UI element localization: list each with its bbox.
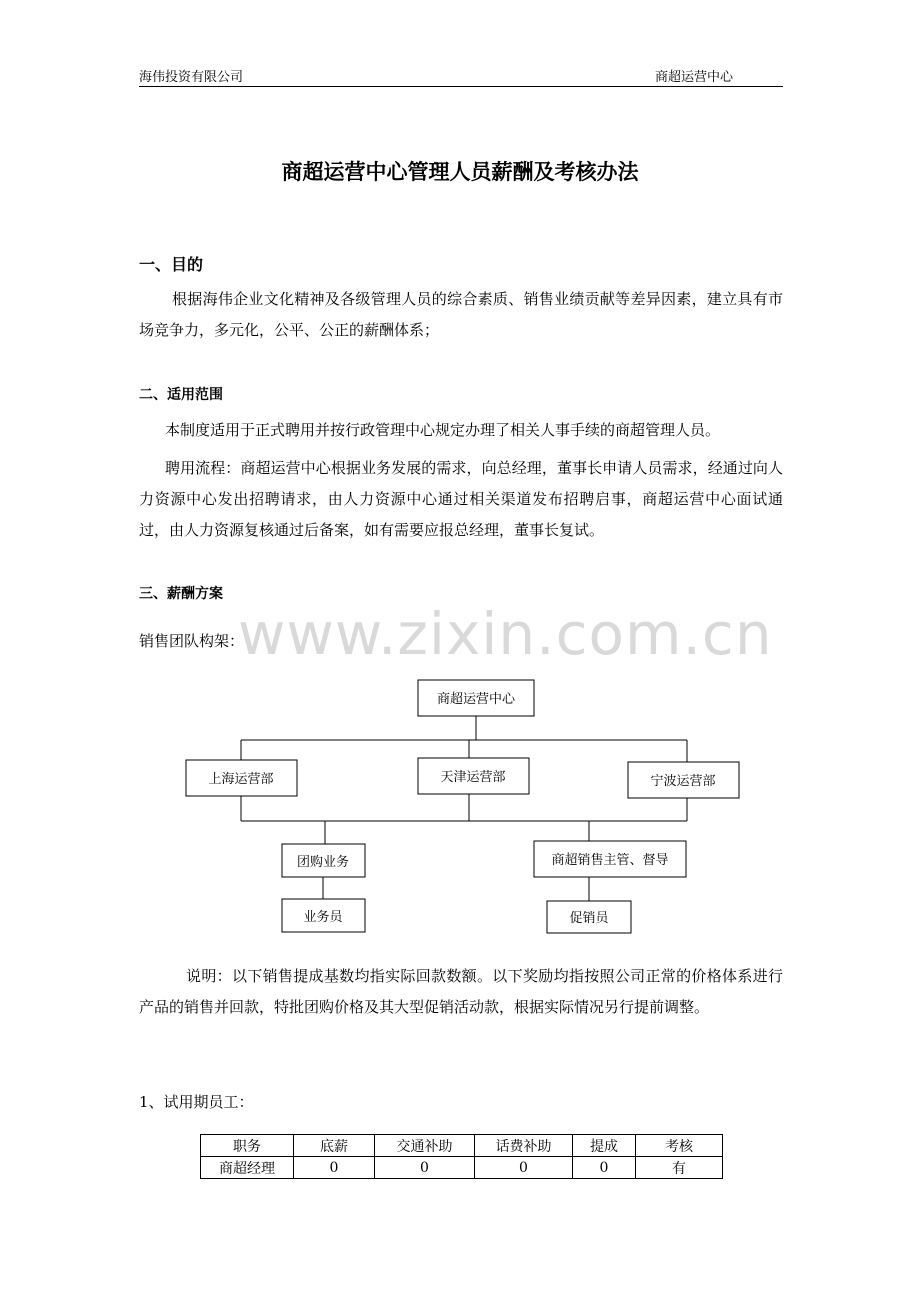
org-branch-label: 宁波运营部 [650, 774, 716, 789]
section-purpose-text: 根据海伟企业文化精神及各级管理人员的综合素质、销售业绩贡献等差异因素，建立具有市场竞争力，多元化，公平、公正的薪酬体系； [139, 290, 783, 339]
table-header-cell: 交通补助 [375, 1135, 475, 1157]
org-node-root [418, 680, 534, 716]
org-node-salesman [282, 899, 365, 932]
salary-note: 说明：以下销售提成基数均指实际回款数额。以下奖励均指按照公司正常的价格体系进行产品的销售并回款，特批团购价格及其大型促销活动款，根据实际情况另行提前调整。 [139, 967, 783, 1016]
table-header-cell: 提成 [573, 1135, 636, 1157]
org-branch-label: 上海运营部 [208, 772, 274, 787]
table-cell: 0 [573, 1157, 636, 1179]
org-node-ningbo [628, 762, 739, 798]
section-scope-heading: 二、适用范围 [139, 387, 223, 403]
table-cell: 0 [475, 1157, 573, 1179]
section-scope-process: 聘用流程：商超运营中心根据业务发展的需求，向总经理，董事长申请人员需求，经通过向人力资源中心发出招聘请求，由人力资源中心通过相关渠道发布招聘启事，商超运营中心面试通过，由人力资源复核通过后备案，如有需要应报总经理，董事长复试。 [139, 459, 783, 539]
table-row [201, 1157, 723, 1179]
team-structure-label: 销售团队构架： [139, 632, 245, 650]
table-header-cell: 底薪 [294, 1135, 375, 1157]
table-header-cell: 考核 [636, 1135, 723, 1157]
table-header-row [201, 1135, 723, 1157]
section-scope-text: 本制度适用于正式聘用并按行政管理中心规定办理了相关人事手续的商超管理人员。 [165, 421, 721, 439]
probation-salary-table [200, 1134, 723, 1179]
section-salary-heading: 三、薪酬方案 [139, 586, 223, 602]
org-group-label: 团购业务 [296, 855, 350, 870]
header-company: 海伟投资有限公司 [139, 70, 244, 85]
org-root-label: 商超运营中心 [436, 692, 516, 707]
org-node-shanghai [186, 760, 297, 796]
table-cell: 0 [375, 1157, 475, 1179]
org-staff-label: 促销员 [569, 911, 609, 926]
org-node-promoter [547, 901, 631, 933]
page-title: 商超运营中心管理人员薪酬及考核办法 [281, 160, 639, 184]
table-cell: 0 [294, 1157, 375, 1179]
header-department: 商超运营中心 [655, 70, 734, 85]
org-group-label: 商超销售主管、督导 [551, 853, 669, 868]
probation-label: 1、试用期员工： [139, 1093, 254, 1111]
table-header-cell: 话费补助 [475, 1135, 573, 1157]
watermark: www.zixin.com.cn [238, 600, 773, 668]
org-branch-label: 天津运营部 [440, 770, 506, 785]
table-header-cell: 职务 [201, 1135, 294, 1157]
table-cell: 有 [636, 1157, 723, 1179]
table-cell: 商超经理 [201, 1157, 294, 1179]
org-node-supervisor [534, 841, 686, 877]
org-node-tianjin [418, 758, 529, 794]
org-staff-label: 业务员 [303, 910, 343, 925]
org-node-group-buy [282, 844, 365, 877]
section-purpose-heading: 一、目的 [139, 255, 204, 274]
